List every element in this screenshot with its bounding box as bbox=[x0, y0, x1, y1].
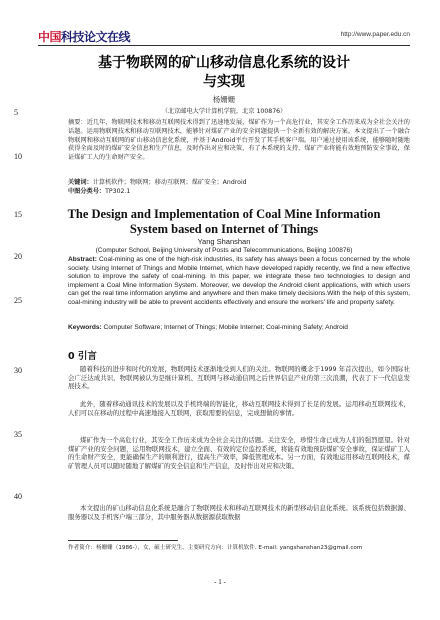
chinese-classification: 中图分类号：TP302.1 bbox=[68, 188, 131, 195]
english-title: The Design and Implementation of Coal Mine Information System based on Internet of Things bbox=[67, 207, 381, 236]
page-number: - 1 - bbox=[214, 578, 226, 586]
paragraph: 煤矿作为一个高危行业，其安全工作历来成为全社会关注的话题。关注安全，珍惜生命已成为人们的强烈愿望。针对煤矿产业的安全问题，运用物联网技术，建立全面、有效的定位监控系统，将能有效地预防煤矿安全事故，保证煤矿工人的生命财产安全，更能确保生产的顺利进行，提高生产效率，降低管理成本。另一方面，有效地运用移动互联网技术，煤矿管理人员可以随时随地了解煤矿的安全信息和生产信息，及时作出对应和决策。 bbox=[68, 436, 410, 470]
page-header bbox=[38, 28, 410, 44]
line-number: 20 bbox=[14, 252, 22, 261]
section-heading: 0 引言 bbox=[68, 351, 97, 362]
line-number: 10 bbox=[14, 152, 22, 161]
english-author: Yang Shanshan bbox=[197, 237, 251, 246]
site-url[interactable]: http://www.paper.edu.cn bbox=[340, 31, 410, 38]
chinese-abstract: 摘要：近几年，物联网技术和移动互联网技术得到了迅速地发展，煤矿作为一个高危行业，其安全工作历来成为全社会关注的话题。运用物联网技术和移动互联网技术，能够针对煤矿产业的安全问题提供一个全新有效的解决方案。本文提出了一个融合物联网和移动互联网的矿山移动信息化系统，并基于Android平台开发了其手机客户端。用户通过使用该系统，能够随时随地获得全面及时的煤矿安全信息和生产信息，及时作出对应和决策，有了本系统的支持，煤矿产业将能有效地预防安全事故，保证煤矿工人的生命财产安全。 bbox=[68, 119, 410, 162]
english-keywords: Keywords: Computer Software; Internet of Things; Mobile Internet; Coal-mining Safety; Android bbox=[68, 324, 348, 331]
line-number: 15 bbox=[14, 210, 22, 219]
english-abstract: Abstract: Coal-mining as one of the high-risk industries, its safety has always been a focus concerned by the whole society. Using Internet of Things and Mobile Internet, which have developed rapidly recently, we find a new effective solution to improve the safety of coal-mining. In this paper, we integrate these two technologies to design and implement a Coal Mine Information System. Moreover, we develop the Android client applications, with which users can get the real time information anytime and anywhere and then make timely decisions.With the help of this system, coal-mining industry will be able to prevent accidents effectively and ensure the workers' life and property safety. bbox=[68, 256, 410, 306]
chinese-affiliation: （北京邮电大学计算机学院，北京 100876） bbox=[161, 108, 287, 115]
line-number: 5 bbox=[14, 108, 18, 117]
paragraph: 本文提出的矿山移动信息化系统是融合了物联网技术和移动互联网技术的新型移动信息化系统。该系统包括数据源、服务器以及手机客户端三部分，其中服务器从数据源获取数据 bbox=[68, 504, 410, 521]
paragraph: 此外，随着移动通讯技术的发展以及手机终端的智能化，移动互联网技术得到了长足的发展。运用移动互联网技术，人们可以在移动的过程中高速地接入互联网，获取需要的信息，完成想做的事情。 bbox=[68, 400, 410, 417]
line-number: 25 bbox=[14, 296, 22, 305]
english-affiliation: (Computer School, Beijing University of Posts and Telecommunications, Beijing 100876) bbox=[95, 247, 353, 254]
footnote-rule bbox=[68, 540, 178, 541]
line-number: 40 bbox=[14, 492, 22, 501]
chinese-title: 基于物联网的矿山移动信息化系统的设计 与实现 bbox=[98, 55, 350, 90]
header-rule bbox=[38, 45, 410, 46]
site-logo: 中国科技论文在线 bbox=[38, 30, 131, 44]
paragraph: 随着科技的进步和时代的发展，物联网技术逐渐地受到人们的关注。物联网的概念于1999 年首次提出，如今国际社会广泛达成共识，物联网被认为是继计算机、互联网与移动通信网之后世界信息产业的第三次浪潮，代表了下一代信息发展技术。 bbox=[68, 365, 410, 391]
line-number: 35 bbox=[14, 430, 22, 439]
chinese-keywords: 关键词：计算机软件；物联网；移动互联网；煤矿安全；Android bbox=[68, 179, 247, 186]
author-footnote: 作者简介：杨姗姗（1986-），女，硕士研究生，主要研究方向：计算机软件. E-mail: yangshanshan23@gmail.com bbox=[68, 545, 363, 551]
line-number: 30 bbox=[14, 366, 22, 375]
chinese-author: 杨姗姗 bbox=[212, 95, 236, 104]
